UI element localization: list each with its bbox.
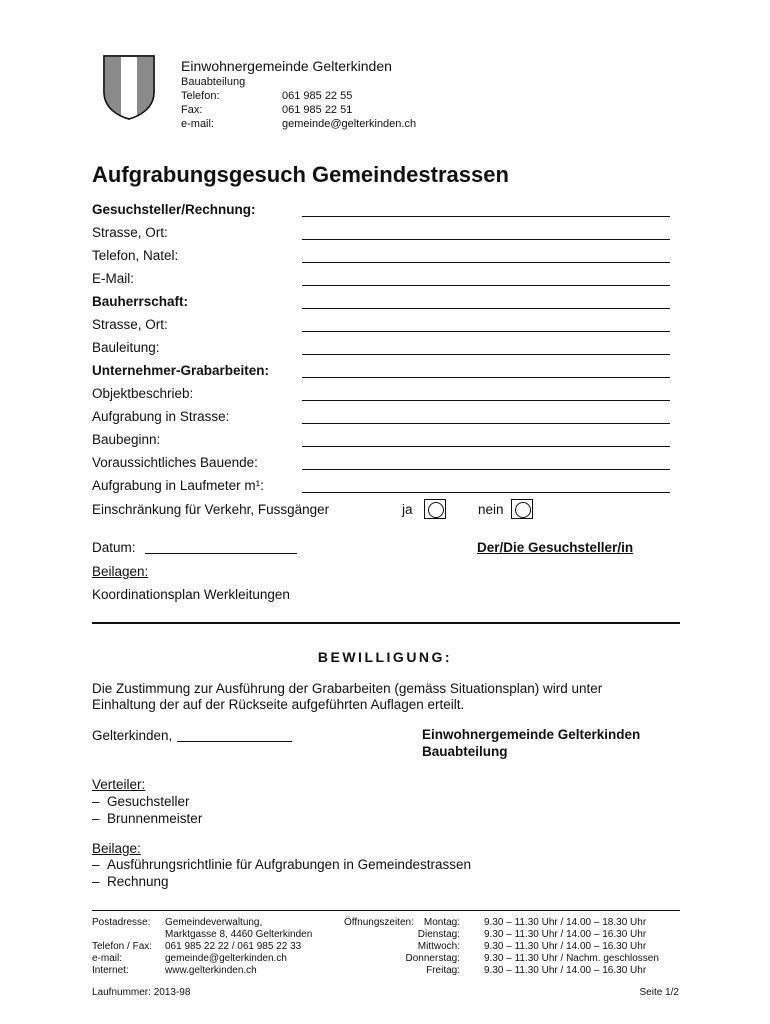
footer-hours-time: 9.30 – 11.30 Uhr / Nachm. geschlossen xyxy=(484,953,659,964)
footer-hours-time: 9.30 – 11.30 Uhr / 14.00 – 16.30 Uhr xyxy=(484,929,647,940)
email-value: gemeinde@gelterkinden.ch xyxy=(282,118,417,130)
footer-hours-time: 9.30 – 11.30 Uhr / 14.00 – 18.30 Uhr xyxy=(484,917,647,928)
field-label-builder-address: Strasse, Ort: xyxy=(92,317,168,332)
traffic-yes-checkbox[interactable] xyxy=(424,499,446,519)
field-input-site-management[interactable] xyxy=(302,354,670,355)
municipal-crest-logo xyxy=(102,54,156,120)
footer-hours-day: Donnerstag: xyxy=(405,953,460,964)
field-input-phone[interactable] xyxy=(302,262,670,263)
date-label: Datum: xyxy=(92,540,136,555)
page-title: Aufgrabungsgesuch Gemeindestrassen xyxy=(92,162,509,187)
phone-label: Telefon: xyxy=(181,90,220,102)
approval-text-line1: Die Zustimmung zur Ausführung der Grabarbeiten (gemäss Situationsplan) wird unter xyxy=(92,681,603,696)
field-label-end-date: Voraussichtliches Bauende: xyxy=(92,455,258,470)
footer-hours-label: Öffnungszeiten: xyxy=(344,917,414,928)
traffic-yes-label: ja xyxy=(402,502,413,517)
field-label-applicant-address: Strasse, Ort: xyxy=(92,225,168,240)
field-label-applicant: Gesuchsteller/Rechnung: xyxy=(92,202,256,217)
field-input-applicant-address[interactable] xyxy=(302,239,670,240)
field-input-start-date[interactable] xyxy=(302,446,670,447)
enclosure-item: – Ausführungsrichtlinie für Aufgrabungen in Gemeindestrassen xyxy=(92,857,471,872)
field-label-contractor: Unternehmer-Grabarbeiten: xyxy=(92,363,270,378)
applicant-signature-label: Der/Die Gesuchsteller/in xyxy=(477,540,634,555)
field-label-excavation-length: Aufgrabung in Laufmeter m¹: xyxy=(92,478,264,493)
footer-hours-day: Mittwoch: xyxy=(417,941,460,952)
footer-phone-value: 061 985 22 22 / 061 985 22 33 xyxy=(165,941,302,952)
footer-hours-day: Dienstag: xyxy=(417,929,460,940)
footer-internet-label: Internet: xyxy=(92,965,129,976)
footer-divider xyxy=(92,910,680,911)
approval-heading: BEWILLIGUNG: xyxy=(317,649,453,665)
footer-hours-time: 9.30 – 11.30 Uhr / 14.00 – 16.30 Uhr xyxy=(484,941,647,952)
footer-page-number: Seite 1/2 xyxy=(639,987,679,998)
fax-label: Fax: xyxy=(181,104,203,116)
field-input-excavation-street[interactable] xyxy=(302,423,670,424)
organization-name: Einwohnergemeinde Gelterkinden xyxy=(181,58,392,74)
footer-phone-label: Telefon / Fax: xyxy=(92,941,153,952)
approval-signer-line1: Einwohnergemeinde Gelterkinden xyxy=(422,727,641,742)
field-label-phone: Telefon, Natel: xyxy=(92,248,179,263)
field-label-start-date: Baubeginn: xyxy=(92,432,161,447)
enclosure-item: – Rechnung xyxy=(92,874,169,889)
field-input-end-date[interactable] xyxy=(302,469,670,470)
footer-internet-value: www.gelterkinden.ch xyxy=(165,965,257,976)
field-input-builder[interactable] xyxy=(302,308,670,309)
footer-email-value: gemeinde@gelterkinden.ch xyxy=(165,953,287,964)
field-input-excavation-length[interactable] xyxy=(302,492,670,493)
distribution-label: Verteiler: xyxy=(92,777,146,792)
footer-email-label: e-mail: xyxy=(92,953,123,964)
footer-run-number: Laufnummer: 2013-98 xyxy=(92,987,191,998)
approval-signer-line2: Bauabteilung xyxy=(422,744,508,759)
field-input-email[interactable] xyxy=(302,285,670,286)
approval-text-line2: Einhaltung der auf der Rückseite aufgeführten Auflagen erteilt. xyxy=(92,697,465,712)
traffic-no-checkbox[interactable] xyxy=(511,499,533,519)
field-input-object-description[interactable] xyxy=(302,400,670,401)
field-label-excavation-street: Aufgrabung in Strasse: xyxy=(92,409,230,424)
footer-postal-label: Postadresse: xyxy=(92,917,151,928)
field-label-builder: Bauherrschaft: xyxy=(92,294,189,309)
field-label-site-management: Bauleitung: xyxy=(92,340,160,355)
enclosure-label: Beilage: xyxy=(92,841,141,856)
attachments-label: Beilagen: xyxy=(92,564,149,579)
approval-date-input[interactable] xyxy=(177,741,292,742)
section-divider xyxy=(92,622,680,624)
email-label: e-mail: xyxy=(181,118,215,130)
footer-postal-line2: Marktgasse 8, 4460 Gelterkinden xyxy=(165,929,313,940)
footer-postal-line1: Gemeindeverwaltung, xyxy=(165,917,263,928)
approval-place: Gelterkinden, xyxy=(92,728,173,743)
field-input-contractor[interactable] xyxy=(302,377,670,378)
attachments-item: Koordinationsplan Werkleitungen xyxy=(92,587,290,602)
date-input[interactable] xyxy=(145,553,297,554)
traffic-restriction-label: Einschränkung für Verkehr, Fussgänger xyxy=(92,502,330,517)
fax-value: 061 985 22 51 xyxy=(282,104,353,116)
footer-hours-day: Freitag: xyxy=(426,965,460,976)
field-input-applicant[interactable] xyxy=(302,216,670,217)
footer-hours-time: 9.30 – 11.30 Uhr / 14.00 – 16.30 Uhr xyxy=(484,965,647,976)
field-input-builder-address[interactable] xyxy=(302,331,670,332)
distribution-item: – Gesuchsteller xyxy=(92,794,190,809)
distribution-item: – Brunnenmeister xyxy=(92,811,203,826)
traffic-no-label: nein xyxy=(478,502,504,517)
phone-value: 061 985 22 55 xyxy=(282,90,353,102)
footer-hours-day: Montag: xyxy=(423,917,460,928)
department-name: Bauabteilung xyxy=(181,76,246,88)
field-label-object-description: Objektbeschrieb: xyxy=(92,386,194,401)
field-label-email: E-Mail: xyxy=(92,271,135,286)
